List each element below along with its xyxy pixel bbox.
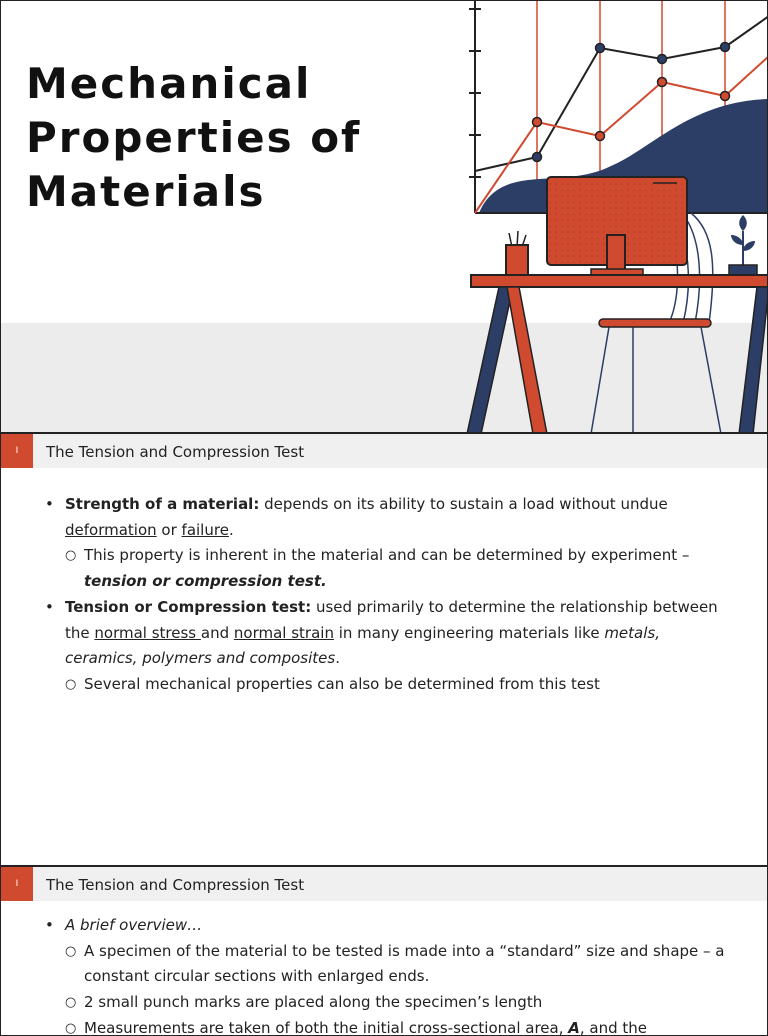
list-item <box>45 939 737 990</box>
underlined-term: failure <box>181 520 229 539</box>
body-text: in many engineering materials like <box>333 623 605 642</box>
section-heading: The Tension and Compression Test <box>46 876 305 894</box>
emphasis-text: tension or compression test. <box>84 572 327 591</box>
circle-bullet-icon: ○ <box>65 676 77 692</box>
section-header <box>1 867 768 901</box>
underlined-term: deformation <box>65 520 157 539</box>
desk <box>467 275 768 433</box>
bullet-list <box>45 913 737 1036</box>
list-item <box>45 492 737 543</box>
bullet-icon: • <box>45 495 54 513</box>
circle-bullet-icon: ○ <box>65 1020 77 1036</box>
section-marker: I <box>1 434 33 468</box>
body-text: , and the <box>579 1018 648 1036</box>
list-item <box>45 1016 737 1036</box>
section-heading: The Tension and Compression Test <box>46 443 305 461</box>
list-item <box>45 990 737 1016</box>
list-item <box>45 913 737 939</box>
body-text: and <box>200 623 234 642</box>
circle-bullet-icon: ○ <box>65 943 77 959</box>
list-item <box>45 672 737 698</box>
body-text: Several mechanical properties can also be determined from this test <box>84 674 600 693</box>
bullet-icon: • <box>45 916 54 934</box>
emphasis-text: metals, ceramics, polymers and composites <box>65 623 660 668</box>
underlined-term: normal stress <box>94 623 201 642</box>
plant <box>729 215 757 275</box>
term-label: Tension or Compression test: <box>65 597 312 616</box>
list-item <box>45 543 737 594</box>
body-text: This property is inherent in the material and can be determined by experiment – <box>84 546 690 565</box>
title-line: Mechanical <box>26 59 312 108</box>
term-label: Strength of a material: <box>65 495 260 513</box>
title-line: Properties of <box>26 113 362 162</box>
content-slide <box>0 866 768 1036</box>
body-text: A specimen of the material to be tested is made into a “standard” size and shape – a constant circular sections with enlarged ends. <box>84 941 725 986</box>
body-text: . <box>228 520 234 539</box>
bullet-list <box>45 492 737 698</box>
symbol-text: A <box>568 1018 580 1036</box>
list-item <box>45 595 737 672</box>
emphasis-text: A brief overview… <box>65 916 203 934</box>
monitor <box>547 177 687 275</box>
section-marker: I <box>1 867 33 901</box>
body-text: 2 small punch marks are placed along the specimen’s length <box>84 993 543 1012</box>
bullet-icon: • <box>45 597 54 616</box>
content-slide <box>0 433 768 866</box>
underlined-term: normal strain <box>233 623 334 642</box>
pencil-cup <box>506 231 528 275</box>
circle-bullet-icon: ○ <box>65 548 77 564</box>
body-text: . <box>335 649 340 668</box>
section-header <box>1 434 768 468</box>
title-slide <box>0 0 768 433</box>
chart-axis <box>469 1 481 213</box>
circle-bullet-icon: ○ <box>65 995 77 1011</box>
body-text: depends on its ability to sustain a load without undue <box>259 495 668 513</box>
body-text: Measurements are taken of both the initial cross-sectional area, <box>84 1018 569 1036</box>
body-text: used primarily to determine the relationship between the <box>65 597 718 642</box>
desk-illustration <box>1 1 768 433</box>
title-line: Materials <box>26 167 266 216</box>
body-text: or <box>156 520 182 539</box>
